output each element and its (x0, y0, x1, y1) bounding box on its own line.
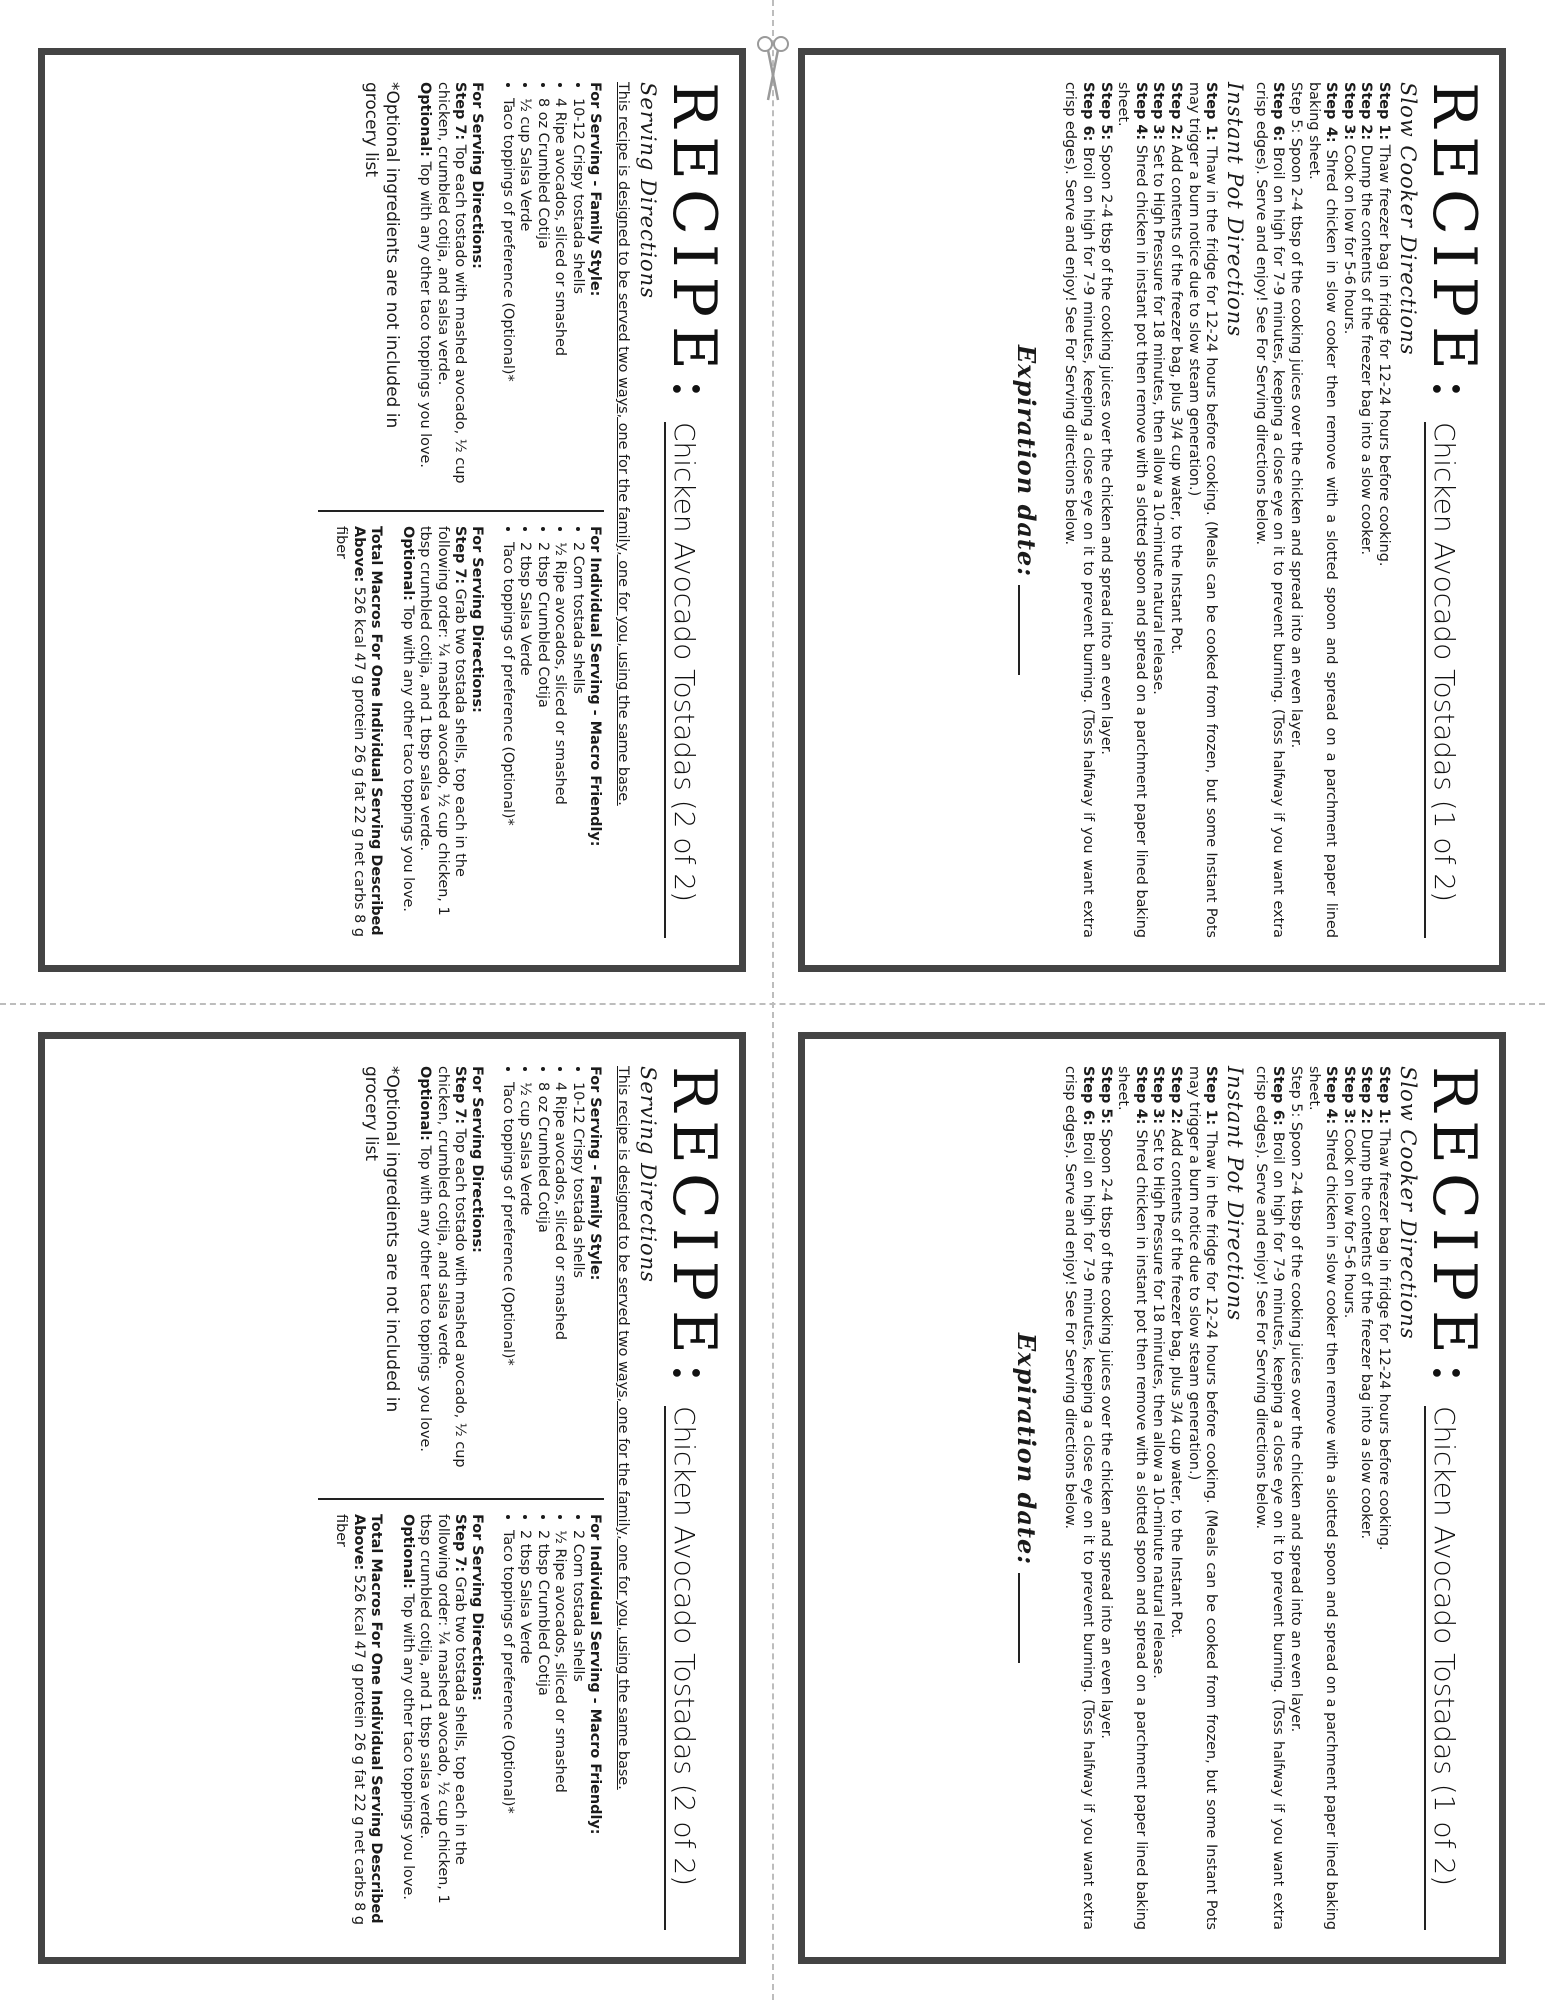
family-directions-heading: For Serving Directions: (469, 82, 486, 269)
slow-step-1: Step 1: Thaw freezer bag in fridge for 12-24 hours before cooking. (1376, 82, 1392, 567)
instant-pot-heading: Instant Pot Directions (1223, 1066, 1248, 1322)
family-style-column (318, 82, 604, 510)
list-item: • 2 tbsp Crumbled Cotija (534, 1530, 552, 1930)
optional-note: *Optional ingredients are not included in grocery list (361, 1066, 402, 1413)
slow-step-6: Step 6: Broil on high for 7-9 minutes, keeping a close eye on it to prevent burning. (Toss halfway if you want extra crisp edges). Serve and enjoy! See For Serving directions below. (1252, 82, 1287, 938)
expiration-blank-line (1018, 1573, 1020, 1663)
family-optional: Optional: Top with any other taco toppings you love. (417, 82, 434, 468)
list-item: • 2 tbsp Salsa Verde (516, 542, 534, 938)
list-item: • 4 Ripe avocados, sliced or smashed (551, 1082, 569, 1482)
recipe-card-cooking-bottom (798, 1032, 1506, 1964)
family-style-heading: For Serving - Family Style: (587, 1066, 603, 1281)
individual-step-7: Step 7: Grab two tostada shells, top each in the following order: ¼ mashed avocado, ½ cup chicken, 1 tbsp crumbled cotija, and 1 tbsp salsa verde. (417, 526, 469, 916)
list-item: • Taco toppings of preference (Optional)* (499, 542, 517, 938)
slow-step-1: Step 1: Thaw freezer bag in fridge for 12-24 hours before cooking. (1376, 1066, 1392, 1551)
serving-intro: This recipe is designed to be served two ways, one for the family, one for you, using the same base. (615, 1066, 631, 1790)
pot-step-5: Step 5: Spoon 2-4 tbsp of the cooking juices over the chicken and spread into an even layer. (1097, 82, 1114, 755)
recipe-card-serving-top (38, 48, 746, 972)
optional-note: *Optional ingredients are not included in grocery list (361, 82, 402, 429)
individual-heading: For Individual Serving - Macro Friendly: (587, 526, 603, 847)
list-item: • Taco toppings of preference (Optional)* (499, 1082, 517, 1482)
scissors-icon (756, 34, 790, 104)
pot-step-6: Step 6: Broil on high for 7-9 minutes, keeping a close eye on it to prevent burning. (Toss halfway if you want extra crisp edges). Serve and enjoy! See For Serving directions below. (1062, 1066, 1097, 1930)
list-item: • Taco toppings of preference (Optional)* (499, 1530, 517, 1930)
list-item: • 2 tbsp Salsa Verde (516, 1530, 534, 1930)
family-style-heading: For Serving - Family Style: (587, 82, 603, 297)
expiration-date (1012, 82, 1041, 938)
family-step-7: Step 7: Top each tostado with mashed avocado, ½ cup chicken, crumbled cotija, and salsa verde. (435, 82, 469, 484)
recipe-card-cooking-top (798, 48, 1506, 972)
individual-ingredient-list (499, 526, 587, 938)
list-item: • 10-12 Crispy tostada shells (569, 1082, 587, 1482)
individual-optional: Optional: Top with any other taco toppings you love. (400, 1514, 416, 1900)
serving-intro: This recipe is designed to be served two ways, one for the family, one for you, using the same base. (615, 82, 631, 806)
family-ingredient-list (499, 82, 587, 494)
list-item: • 8 oz Crumbled Cotija (534, 98, 552, 494)
recipe-title: Chicken Avocado Tostadas (2 of 2) (668, 421, 701, 902)
pot-step-1: Step 1: Thaw in the fridge for 12-24 hours before cooking. (Meals can be cooked from frozen, but some Instant Pots may trigger a burn notice due to slow steam generation.) (1185, 82, 1220, 938)
pot-step-3: Step 3: Set to High Pressure for 18 minutes, then allow a 10-minute natural release. (1150, 82, 1167, 695)
expiration-date (1012, 1066, 1041, 1930)
family-directions-heading: For Serving Directions: (469, 1066, 486, 1253)
slow-step-5: Step 5: Spoon 2-4 tbsp of the cooking juices over the chicken and spread into an even layer. (1288, 82, 1305, 749)
individual-column (318, 1498, 604, 1930)
slow-step-2: Step 2: Dump the contents of the freezer bag into a slow cooker. (1358, 1066, 1375, 1540)
expiration-blank-line (1018, 585, 1020, 675)
family-style-column (318, 1066, 604, 1498)
list-item: • 4 Ripe avocados, sliced or smashed (551, 98, 569, 494)
individual-step-7: Step 7: Grab two tostada shells, top each in the following order: ¼ mashed avocado, ½ cup chicken, 1 tbsp crumbled cotija, and 1 tbsp salsa verde. (417, 1514, 469, 1904)
list-item: • ½ cup Salsa Verde (516, 98, 534, 494)
slow-step-3: Step 3: Cook on low for 5-6 hours. (1340, 1066, 1357, 1319)
recipe-heading: RECIPE: (1419, 1066, 1489, 1392)
recipe-heading: RECIPE: (1419, 82, 1489, 408)
list-item: • Taco toppings of preference (Optional)* (499, 98, 517, 494)
instant-pot-heading: Instant Pot Directions (1223, 82, 1248, 338)
slow-step-6: Step 6: Broil on high for 7-9 minutes, keeping a close eye on it to prevent burning. (Toss halfway if you want extra crisp edges). Serve and enjoy! See For Serving directions below. (1252, 1066, 1287, 1930)
slow-cooker-heading: Slow Cooker Directions (1396, 1066, 1420, 1340)
slow-step-4: Step 4: Shred chicken in slow cooker then remove with a slotted spoon and spread on a parchment paper lined baking sheet. (1305, 82, 1340, 938)
recipe-heading: RECIPE: (659, 82, 729, 408)
slow-cooker-heading: Slow Cooker Directions (1396, 82, 1420, 356)
pot-step-1: Step 1: Thaw in the fridge for 12-24 hours before cooking. (Meals can be cooked from frozen, but some Instant Pots may trigger a burn notice due to slow steam generation.) (1185, 1066, 1220, 1930)
recipe-title: Chicken Avocado Tostadas (1 of 2) (1428, 421, 1461, 902)
list-item: • ½ Ripe avocados, sliced or smashed (551, 1530, 569, 1930)
individual-ingredient-list (499, 1514, 587, 1930)
list-item: • ½ cup Salsa Verde (516, 1082, 534, 1482)
slow-step-4: Step 4: Shred chicken in slow cooker then remove with a slotted spoon and spread on a parchment paper lined baking sheet. (1305, 1066, 1340, 1930)
family-ingredient-list (499, 1066, 587, 1482)
individual-directions-heading: For Serving Directions: (469, 526, 486, 713)
recipe-card-serving-bottom (38, 1032, 746, 1964)
list-item: • 2 Corn tostada shells (569, 542, 587, 938)
macros-summary: Total Macros For One Individual Serving Described Above: 526 kcal 47 g protein 26 g fat 22 g net carbs 8 g fiber (333, 1514, 385, 1926)
vertical-cut-line (772, 0, 774, 2000)
slow-step-3: Step 3: Cook on low for 5-6 hours. (1340, 82, 1357, 335)
recipe-title: Chicken Avocado Tostadas (2 of 2) (668, 1405, 701, 1886)
individual-column (318, 510, 604, 938)
list-item: • 10-12 Crispy tostada shells (569, 98, 587, 494)
list-item: • 2 tbsp Crumbled Cotija (534, 542, 552, 938)
family-optional: Optional: Top with any other taco toppings you love. (417, 1066, 434, 1452)
recipe-title: Chicken Avocado Tostadas (1 of 2) (1428, 1405, 1461, 1886)
expiration-label: Expiration date: (1011, 344, 1041, 578)
expiration-label: Expiration date: (1011, 1332, 1041, 1566)
pot-step-2: Step 2: Add contents of the freezer bag, plus 3/4 cup water, to the Instant Pot. (1168, 1066, 1185, 1639)
serving-directions-heading: Serving Directions (636, 82, 660, 299)
macros-summary: Total Macros For One Individual Serving Described Above: 526 kcal 47 g protein 26 g fat 22 g net carbs 8 g fiber (333, 526, 385, 938)
list-item: • ½ Ripe avocados, sliced or smashed (551, 542, 569, 938)
slow-step-5: Step 5: Spoon 2-4 tbsp of the cooking juices over the chicken and spread into an even layer. (1288, 1066, 1305, 1733)
pot-step-2: Step 2: Add contents of the freezer bag, plus 3/4 cup water, to the Instant Pot. (1168, 82, 1185, 655)
pot-step-6: Step 6: Broil on high for 7-9 minutes, keeping a close eye on it to prevent burning. (Toss halfway if you want extra crisp edges). Serve and enjoy! See For Serving directions below. (1062, 82, 1097, 938)
pot-step-3: Step 3: Set to High Pressure for 18 minutes, then allow a 10-minute natural release. (1150, 1066, 1167, 1679)
pot-step-4: Step 4: Shred chicken in instant pot then remove with a slotted spoon and spread on a parchment paper lined baking sheet. (1115, 82, 1149, 938)
individual-heading: For Individual Serving - Macro Friendly: (587, 1514, 603, 1835)
list-item: • 8 oz Crumbled Cotija (534, 1082, 552, 1482)
family-step-7: Step 7: Top each tostado with mashed avocado, ½ cup chicken, crumbled cotija, and salsa verde. (435, 1066, 469, 1468)
serving-directions-heading: Serving Directions (636, 1066, 660, 1283)
recipe-heading: RECIPE: (659, 1066, 729, 1392)
list-item: • 2 Corn tostada shells (569, 1530, 587, 1930)
individual-optional: Optional: Top with any other taco toppings you love. (400, 526, 416, 912)
pot-step-5: Step 5: Spoon 2-4 tbsp of the cooking juices over the chicken and spread into an even layer. (1097, 1066, 1114, 1739)
slow-step-2: Step 2: Dump the contents of the freezer bag into a slow cooker. (1358, 82, 1375, 556)
individual-directions-heading: For Serving Directions: (469, 1514, 486, 1701)
pot-step-4: Step 4: Shred chicken in instant pot then remove with a slotted spoon and spread on a parchment paper lined baking sheet. (1115, 1066, 1149, 1930)
